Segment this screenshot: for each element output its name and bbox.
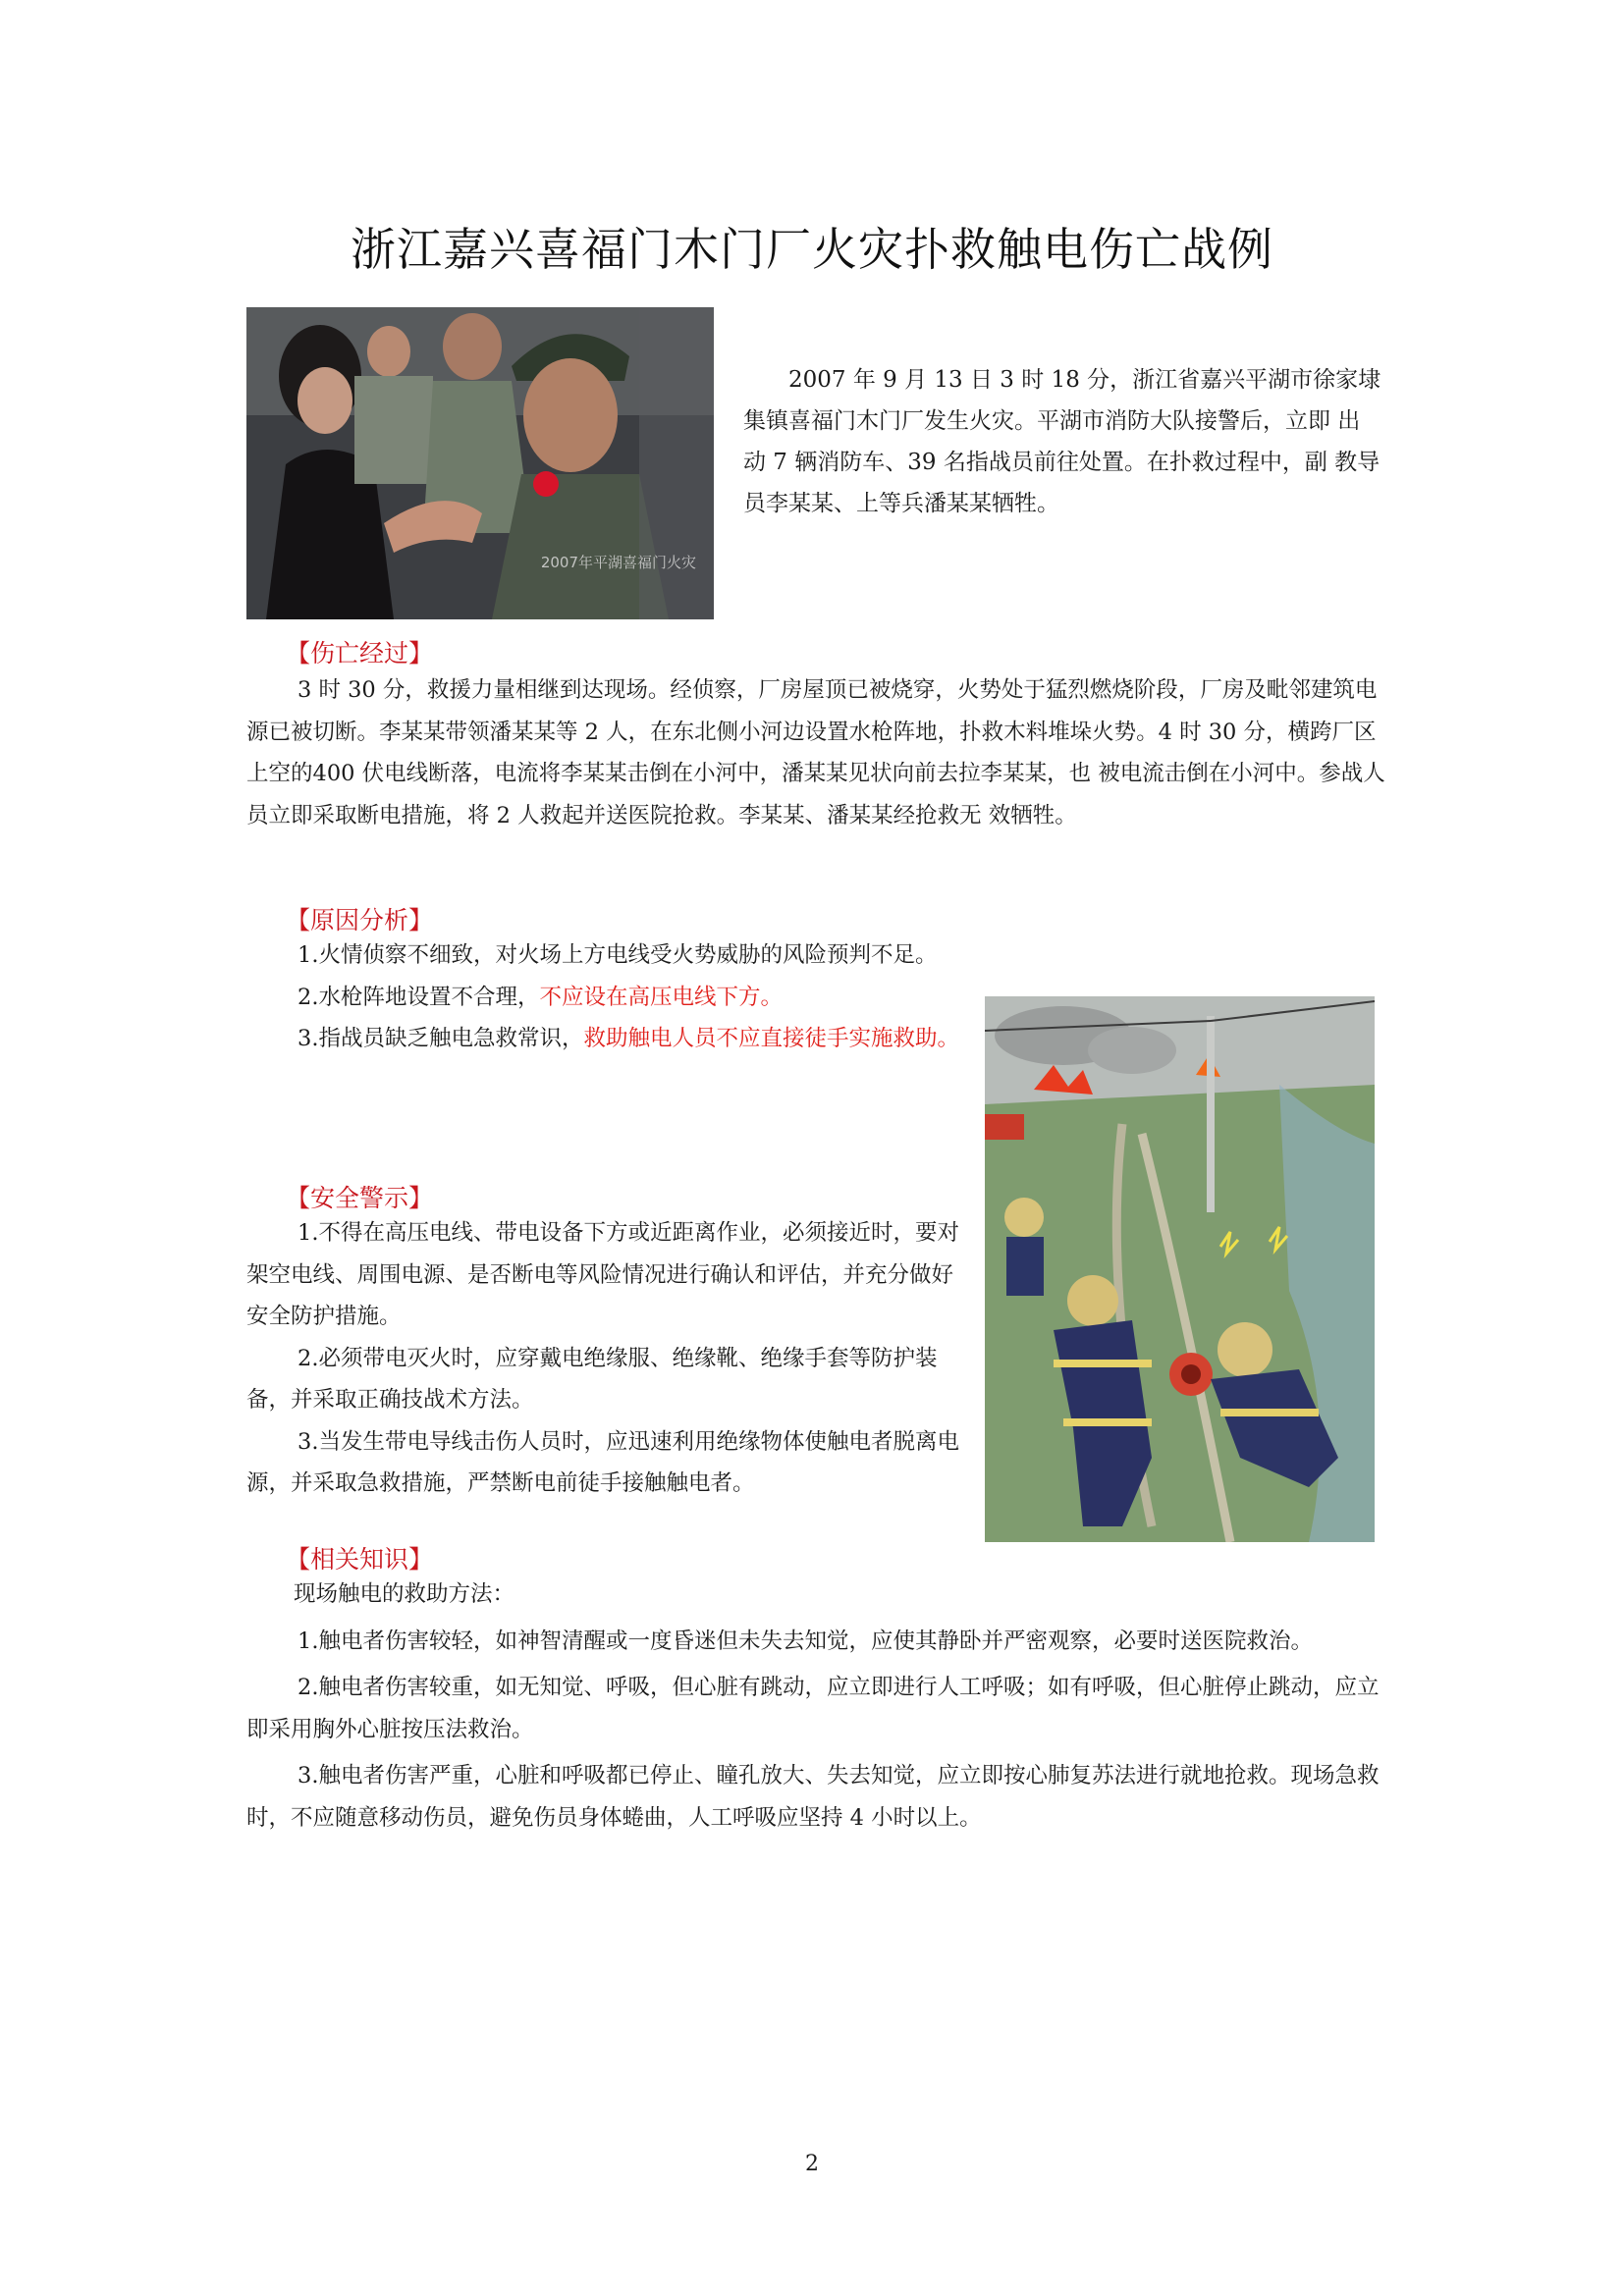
section-heading-warning: 【安全警示】 bbox=[286, 1184, 434, 1212]
cause-item-3-text: 3.指战员缺乏触电急救常识， bbox=[298, 1026, 584, 1051]
knowledge-item-3: 3.触电者伤害严重，心脏和呼吸都已停止、瞳孔放大、失去知觉，应立即按心肺复苏法进行就地抢救。现场急救时，不应随意移动伤员，避免伤员身体蜷曲，人工呼吸应坚持 4 小时以上。 bbox=[246, 1763, 1380, 1831]
cause-item-3 bbox=[246, 1018, 961, 1060]
cause-item-2 bbox=[246, 977, 961, 1019]
warning-item-1: 1.不得在高压电线、带电设备下方或近距离作业，必须接近时，要对架空电线、周围电源、是否断电等风险情况进行确认和评估，并充分做好安全防护措施。 bbox=[246, 1220, 959, 1329]
knowledge-item-1: 1.触电者伤害较轻，如神智清醒或一度昏迷但未失去知觉，应使其静卧并严密观察，必要时送医院救治。 bbox=[298, 1628, 1313, 1654]
knowledge-item-2: 2.触电者伤害较重，如无知觉、呼吸，但心脏有跳动，应立即进行人工呼吸；如有呼吸，但心脏停止跳动，应立即采用胸外心脏按压法救治。 bbox=[246, 1675, 1380, 1742]
page-number: 2 bbox=[805, 2152, 819, 2176]
section-heading-cause: 【原因分析】 bbox=[286, 906, 434, 934]
warning-item-3: 3.当发生带电导线击伤人员时，应迅速利用绝缘物体使触电者脱离电源，并采取急救措施，严禁断电前徒手接触触电者。 bbox=[246, 1428, 959, 1496]
warning-section bbox=[246, 1212, 961, 1505]
photo-scene bbox=[246, 307, 714, 619]
cause-section bbox=[246, 934, 961, 1060]
cause-item-2-text: 2.水枪阵地设置不合理， bbox=[298, 984, 540, 1010]
cause-item-2-highlight: 不应设在高压电线下方。 bbox=[539, 984, 783, 1010]
warning-item-2: 2.必须带电灭火时，应穿戴电绝缘服、绝缘靴、绝缘手套等防护装备，并采取正确技战术方法。 bbox=[246, 1345, 938, 1413]
casualty-paragraph: 3 时 30 分，救援力量相继到达现场。经侦察，厂房屋顶已被烧穿，火势处于猛烈燃烧阶段，厂房及毗邻建筑电源已被切断。李某某带领潘某某等 2 人，在东北侧小河边设置水枪阵地，扑救木料堆垛火势。4 时 30 分，横跨厂区上空的400 伏电线断落，电流将李某某击倒在小河中，潘某某见状向前去拉李某某，也 被电流击倒在小河中。参战人员立即采取断电措施，将 2 人救起并送医院抢救。李某某、潘某某经抢救无 效牺牲。 bbox=[246, 677, 1385, 828]
casualty-section bbox=[246, 669, 1387, 836]
news-photo bbox=[246, 307, 714, 619]
knowledge-intro: 现场触电的救助方法： bbox=[294, 1581, 515, 1607]
illustration-scene bbox=[985, 996, 1375, 1542]
knowledge-section bbox=[246, 1574, 1387, 1839]
section-heading-casualty: 【伤亡经过】 bbox=[286, 639, 434, 667]
page-title: 浙江嘉兴喜福门木门厂火灾扑救触电伤亡战例 bbox=[351, 223, 1273, 276]
cause-item-3-highlight: 救助触电人员不应直接徒手实施救助。 bbox=[583, 1026, 959, 1051]
cause-item-1: 1.火情侦察不细致，对火场上方电线受火势威胁的风险预判不足。 bbox=[298, 942, 938, 968]
intro-paragraph bbox=[743, 359, 1381, 524]
photo-watermark: 2007年平湖喜福门火灾 bbox=[540, 554, 696, 571]
section-heading-knowledge: 【相关知识】 bbox=[286, 1545, 434, 1574]
firefighter-illustration bbox=[985, 996, 1375, 1542]
intro-text: 2007 年 9 月 13 日 3 时 18 分，浙江省嘉兴平湖市徐家埭 集镇喜福门木门厂发生火灾。平湖市消防大队接警后，立即 出动 7 辆消防车、39 名指战员前往处置。在扑救过程中，副 教导员李某某、上等兵潘某某牺牲。 bbox=[743, 367, 1381, 516]
